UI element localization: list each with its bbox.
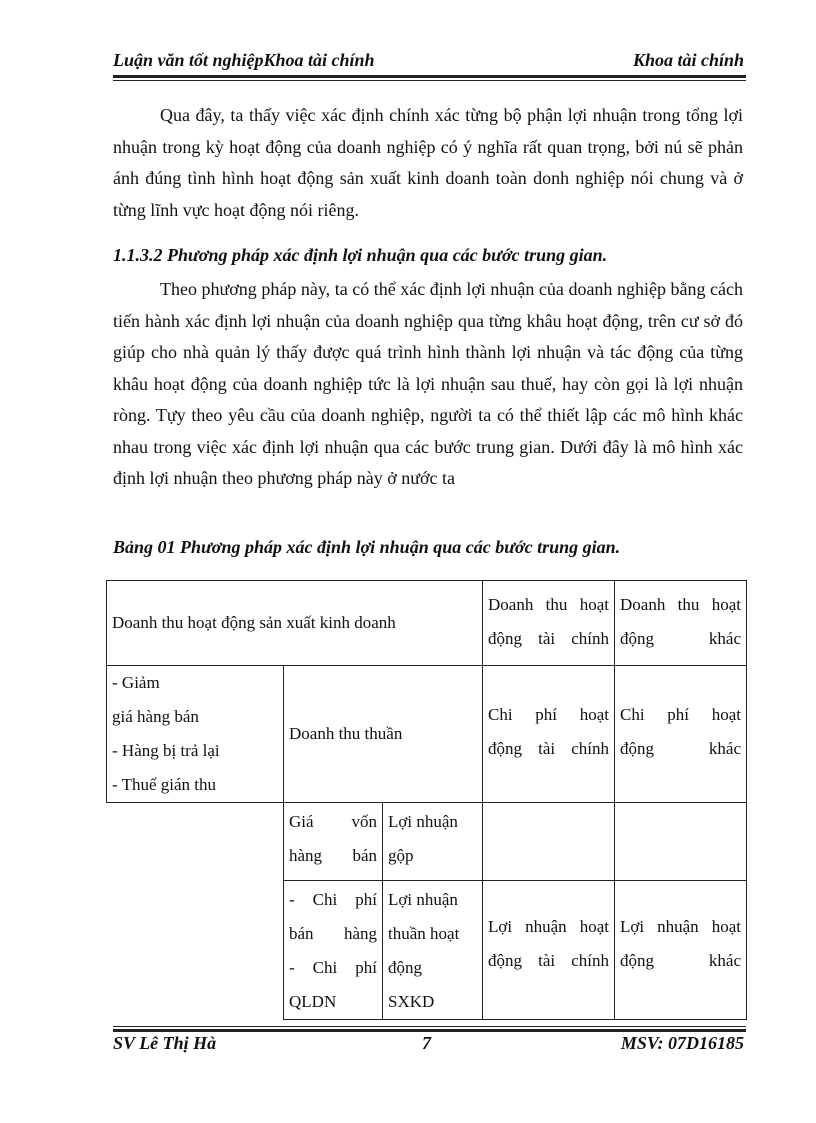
- table-cell-financial-expense: Chi phí hoạt động tài chính: [482, 665, 615, 803]
- table-caption: Bảng 01 Phương pháp xác định lợi nhuận qua các bước trung gian.: [113, 537, 621, 557]
- table-cell-empty-1: [482, 802, 615, 881]
- paragraph-2: Theo phương pháp này, ta có thể xác định lợi nhuận của doanh nghiệp bằng cách tiến hành xác định lợi nhuận của doanh nghiệp qua từng khâu hoạt động, trên cư sở đó giúp cho nhà quản lý thấy được quá trình hình thành lợi nhuận và tác động của từng khâu hoạt động của doanh nghiệp tức là lợi nhuận sau thuế, hay còn gọi là lợi nhuận ròng. Tựy theo yêu cầu của doanh nghiệp, người ta có thể thiết lập các mô hình khác nhau trong việc xác định lợi nhuận qua các bước trung gian. Dưới đây là mô hình xác định lợi nhuận theo phương pháp này ở nước ta: [113, 279, 743, 488]
- footer-rule-thin: [113, 1026, 746, 1027]
- footer-student: SV Lê Thị Hà: [113, 1033, 217, 1053]
- table-cell-gross-profit: Lợi nhuận gộp: [382, 802, 483, 881]
- header-left: Luận văn tốt nghiệpKhoa tài chính: [113, 50, 375, 70]
- table-cell-empty-2: [614, 802, 747, 881]
- table-cell-cogs: Giá vốn hàng bán: [283, 802, 383, 881]
- page-number: 7: [422, 1033, 431, 1053]
- table-cell-revenue-financial: Doanh thu hoạt động tài chính: [482, 580, 615, 666]
- section-heading: 1.1.3.2 Phương pháp xác định lợi nhuận qua các bước trung gian.: [113, 245, 608, 265]
- table-cell-revenue-other: Doanh thu hoạt động khác: [614, 580, 747, 666]
- header-rule-thick: [113, 75, 746, 78]
- paragraph-1: Qua đây, ta thấy việc xác định chính xác từng bộ phận lợi nhuận trong tổng lợi nhuận trong kỳ hoạt động của doanh nghiệp có ý nghĩa rất quan trọng, bởi nú sẽ phản ánh đúng tình hình hoạt động sản xuất kinh doanh toàn donh nghiệp nói chung và ở từng lĩnh vực hoạt động nói riêng.: [113, 105, 743, 220]
- table-cell-selling-admin: - Chi phí bán hàng - Chi phí QLDN: [283, 880, 383, 1020]
- table-cell-other-expense: Chi phí hoạt động khác: [614, 665, 747, 803]
- table-cell-net-revenue: Doanh thu thuần: [283, 665, 483, 803]
- table-cell-other-profit: Lợi nhuận hoạt động khác: [614, 880, 747, 1020]
- table-cell-operating-profit: Lợi nhuận thuần hoạt động SXKD: [382, 880, 483, 1020]
- table-cell-financial-profit: Lợi nhuận hoạt động tài chính: [482, 880, 615, 1020]
- header-right: Khoa tài chính: [632, 50, 744, 70]
- table-cell-deductions: - Giảm giá hàng bán - Hàng bị trả lại - Thuế gián thu: [106, 665, 284, 803]
- table-cell-revenue-sxkd: Doanh thu hoạt động sản xuất kinh doanh: [106, 580, 483, 666]
- footer-student-id: MSV: 07D16185: [620, 1033, 744, 1053]
- footer-rule-thick: [113, 1029, 746, 1032]
- header-rule-thin: [113, 80, 746, 81]
